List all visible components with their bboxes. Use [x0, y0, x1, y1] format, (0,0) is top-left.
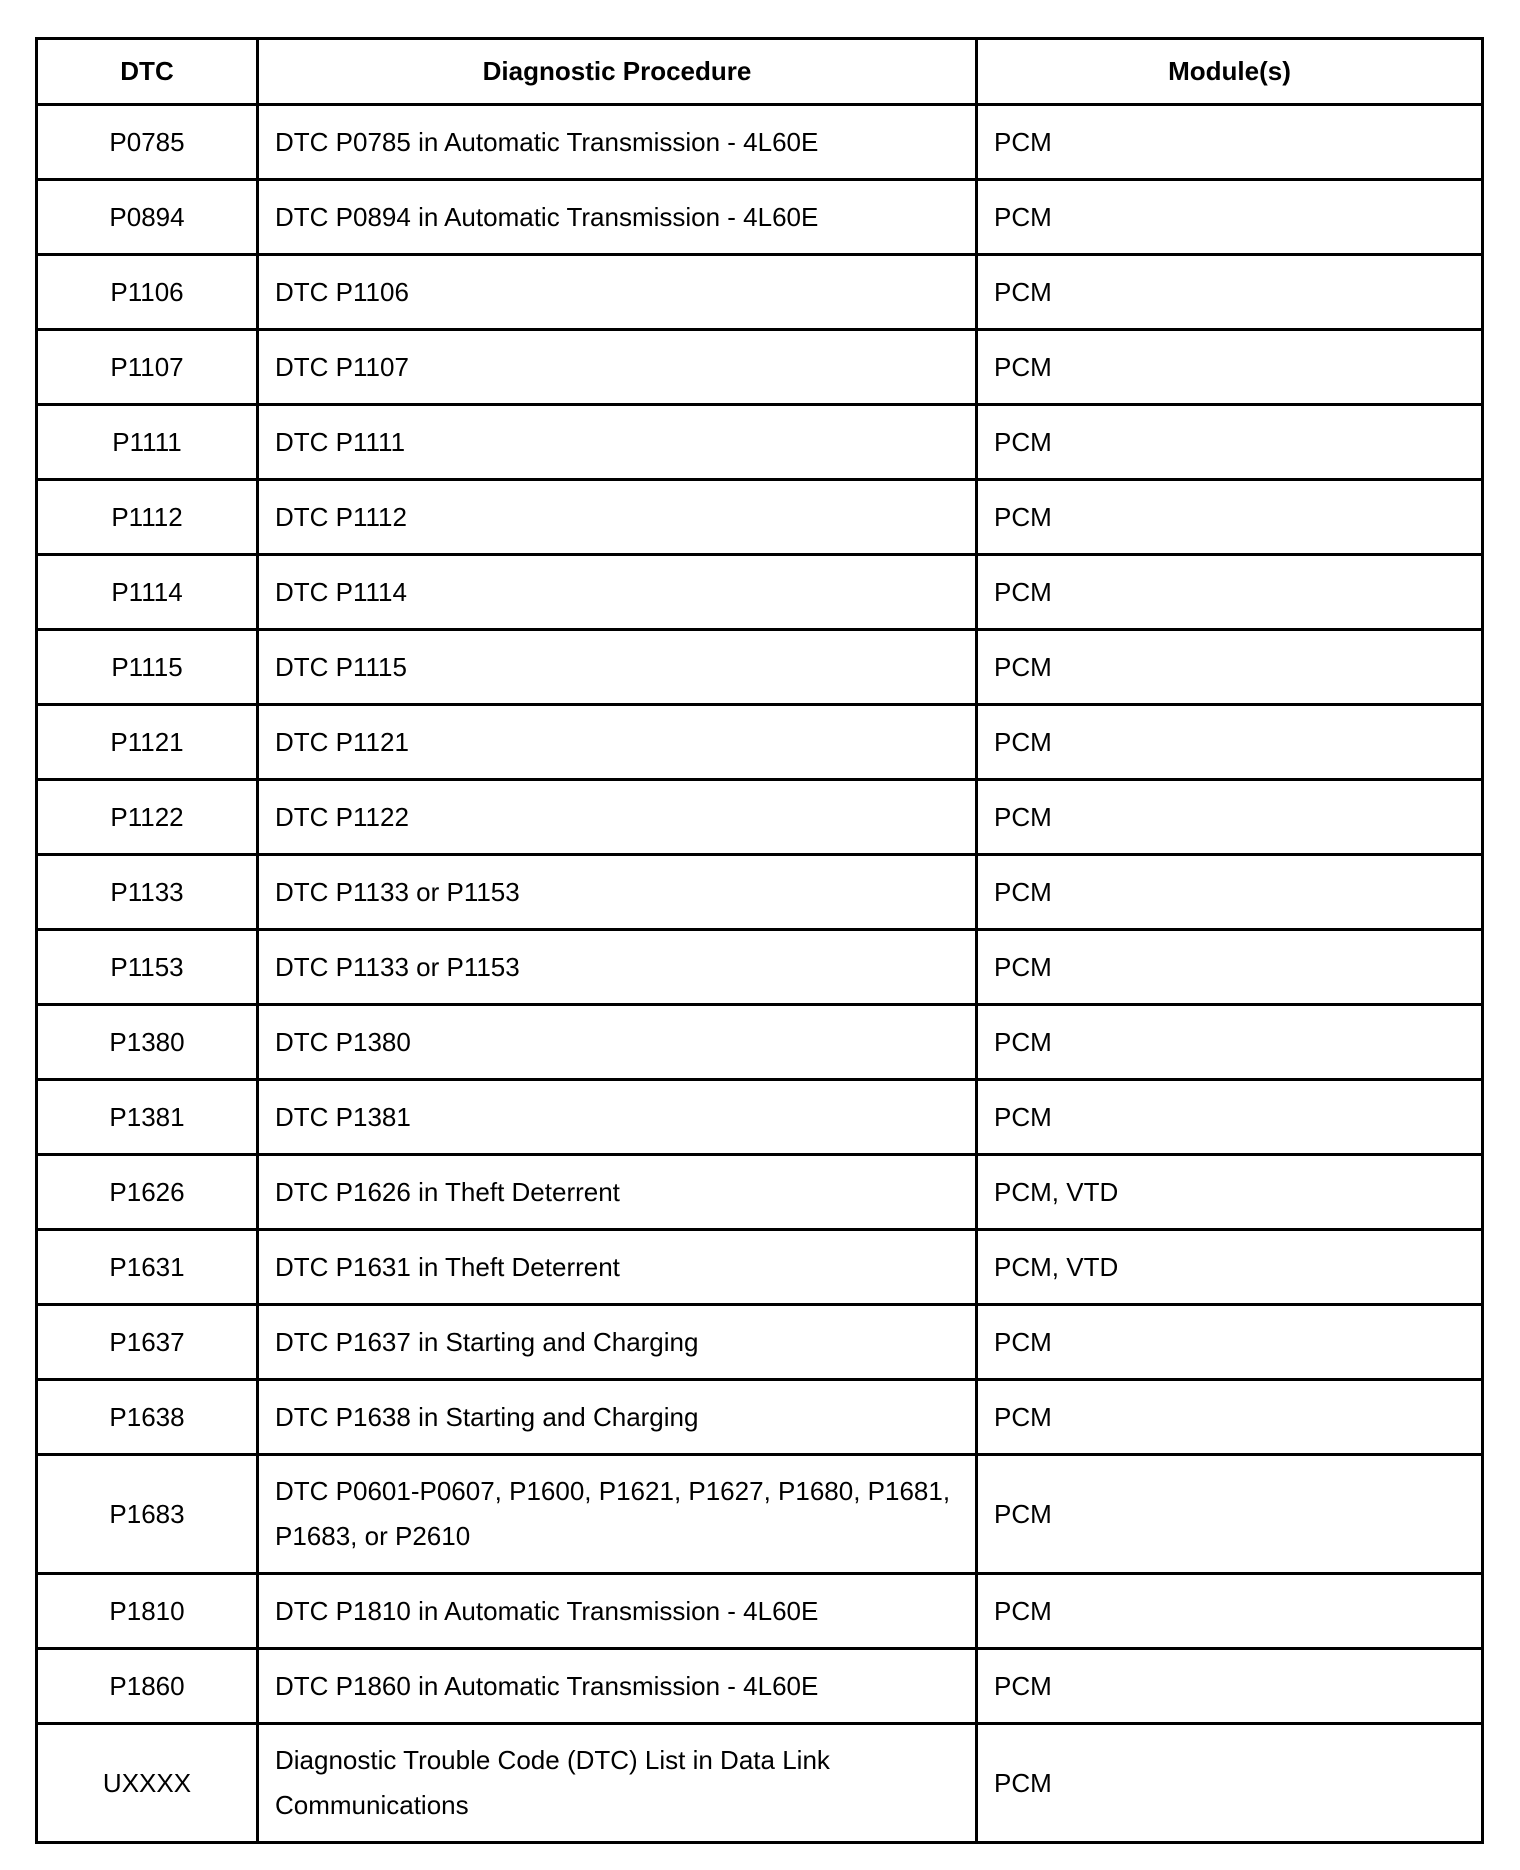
table-row: [37, 330, 1483, 405]
diagnostic-procedure: DTC P1860 in Automatic Transmission - 4L60E: [258, 1649, 977, 1724]
modules: PCM: [977, 780, 1483, 855]
dtc-code: P1810: [37, 1574, 258, 1649]
table-row: [37, 705, 1483, 780]
modules: PCM: [977, 555, 1483, 630]
modules: PCM: [977, 1380, 1483, 1455]
table-row: [37, 555, 1483, 630]
table-row: [37, 1080, 1483, 1155]
modules: PCM: [977, 480, 1483, 555]
modules: PCM, VTD: [977, 1155, 1483, 1230]
header-row: [37, 39, 1483, 105]
modules: PCM: [977, 630, 1483, 705]
modules: PCM: [977, 705, 1483, 780]
table-row: [37, 1155, 1483, 1230]
diagnostic-procedure: DTC P1111: [258, 405, 977, 480]
diagnostic-procedure: DTC P0601-P0607, P1600, P1621, P1627, P1680, P1681, P1683, or P2610: [258, 1455, 977, 1574]
diagnostic-procedure: DTC P1637 in Starting and Charging: [258, 1305, 977, 1380]
diagnostic-procedure: DTC P1810 in Automatic Transmission - 4L60E: [258, 1574, 977, 1649]
dtc-code: P1381: [37, 1080, 258, 1155]
table-row: [37, 255, 1483, 330]
diagnostic-procedure: DTC P1115: [258, 630, 977, 705]
dtc-code: P1638: [37, 1380, 258, 1455]
modules: PCM: [977, 855, 1483, 930]
diagnostic-procedure: DTC P1112: [258, 480, 977, 555]
modules: PCM: [977, 105, 1483, 180]
diagnostic-procedure: DTC P1638 in Starting and Charging: [258, 1380, 977, 1455]
header-modules: Module(s): [977, 39, 1483, 105]
table-row: [37, 1230, 1483, 1305]
dtc-code: P0894: [37, 180, 258, 255]
table-body: [37, 105, 1483, 1843]
dtc-code: P1631: [37, 1230, 258, 1305]
diagnostic-procedure: DTC P1133 or P1153: [258, 930, 977, 1005]
dtc-code: P1637: [37, 1305, 258, 1380]
table-row: [37, 1649, 1483, 1724]
dtc-code: P1122: [37, 780, 258, 855]
modules: PCM: [977, 1574, 1483, 1649]
dtc-code: P0785: [37, 105, 258, 180]
table-row: [37, 780, 1483, 855]
modules: PCM: [977, 1649, 1483, 1724]
dtc-code: P1106: [37, 255, 258, 330]
dtc-code: P1153: [37, 930, 258, 1005]
modules: PCM: [977, 1724, 1483, 1843]
dtc-code: P1115: [37, 630, 258, 705]
table-row: [37, 1455, 1483, 1574]
diagnostic-procedure: DTC P1121: [258, 705, 977, 780]
modules: PCM: [977, 330, 1483, 405]
table-header: [37, 39, 1483, 105]
modules: PCM: [977, 255, 1483, 330]
table-row: [37, 405, 1483, 480]
dtc-code: P1121: [37, 705, 258, 780]
diagnostic-procedure: Diagnostic Trouble Code (DTC) List in Data Link Communications: [258, 1724, 977, 1843]
modules: PCM: [977, 405, 1483, 480]
header-diagnostic-procedure: Diagnostic Procedure: [258, 39, 977, 105]
diagnostic-procedure: DTC P1114: [258, 555, 977, 630]
modules: PCM: [977, 180, 1483, 255]
dtc-code: UXXXX: [37, 1724, 258, 1843]
dtc-code: P1860: [37, 1649, 258, 1724]
dtc-code: P1683: [37, 1455, 258, 1574]
table-row: [37, 930, 1483, 1005]
table-row: [37, 630, 1483, 705]
table-row: [37, 1724, 1483, 1843]
modules: PCM: [977, 1080, 1483, 1155]
diagnostic-procedure: DTC P1631 in Theft Deterrent: [258, 1230, 977, 1305]
table-row: [37, 1380, 1483, 1455]
dtc-code: P1626: [37, 1155, 258, 1230]
dtc-table: [35, 37, 1484, 1844]
modules: PCM: [977, 930, 1483, 1005]
table-row: [37, 1005, 1483, 1080]
modules: PCM: [977, 1005, 1483, 1080]
dtc-code: P1114: [37, 555, 258, 630]
diagnostic-procedure: DTC P1107: [258, 330, 977, 405]
table-row: [37, 180, 1483, 255]
dtc-code: P1133: [37, 855, 258, 930]
header-dtc: DTC: [37, 39, 258, 105]
modules: PCM, VTD: [977, 1230, 1483, 1305]
dtc-code: P1107: [37, 330, 258, 405]
diagnostic-procedure: DTC P1380: [258, 1005, 977, 1080]
diagnostic-procedure: DTC P1133 or P1153: [258, 855, 977, 930]
modules: PCM: [977, 1305, 1483, 1380]
dtc-code: P1112: [37, 480, 258, 555]
diagnostic-procedure: DTC P1122: [258, 780, 977, 855]
diagnostic-procedure: DTC P0785 in Automatic Transmission - 4L60E: [258, 105, 977, 180]
table-row: [37, 480, 1483, 555]
diagnostic-procedure: DTC P1381: [258, 1080, 977, 1155]
table-row: [37, 105, 1483, 180]
dtc-code: P1111: [37, 405, 258, 480]
table-row: [37, 1574, 1483, 1649]
diagnostic-procedure: DTC P1626 in Theft Deterrent: [258, 1155, 977, 1230]
table-row: [37, 855, 1483, 930]
modules: PCM: [977, 1455, 1483, 1574]
diagnostic-procedure: DTC P0894 in Automatic Transmission - 4L60E: [258, 180, 977, 255]
diagnostic-procedure: DTC P1106: [258, 255, 977, 330]
table-row: [37, 1305, 1483, 1380]
dtc-code: P1380: [37, 1005, 258, 1080]
